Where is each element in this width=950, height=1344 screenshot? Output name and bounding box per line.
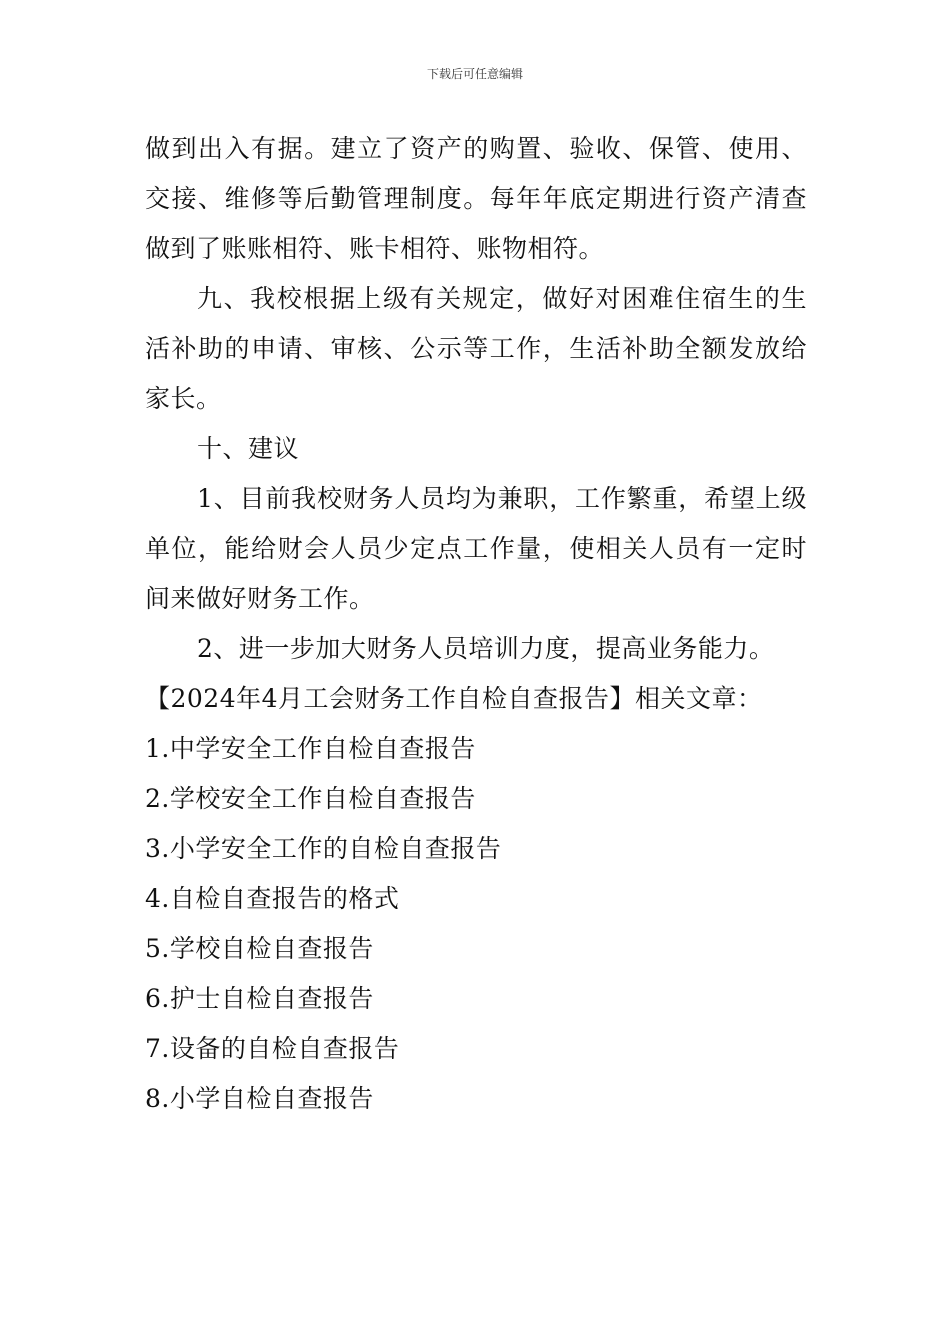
related-articles-heading: 【2024年4月工会财务工作自检自查报告】相关文章： xyxy=(145,684,763,713)
page-header: 下载后可任意编辑 xyxy=(426,67,523,81)
related-article-link[interactable]: 2.学校安全工作自检自查报告 xyxy=(145,784,476,813)
paragraph-suggestion-1: 1、目前我校财务人员均为兼职，工作繁重，希望上级单位，能给财会人员少定点工作量，使相关人员有一定时间来做好财务工作。 xyxy=(145,484,807,613)
related-article-link[interactable]: 1.中学安全工作自检自查报告 xyxy=(145,734,476,763)
related-article-link[interactable]: 8.小学自检自查报告 xyxy=(145,1084,374,1113)
related-article-link[interactable]: 4.自检自查报告的格式 xyxy=(145,884,400,913)
paragraph-assets: 做到出入有据。建立了资产的购置、验收、保管、使用、交接、维修等后勤管理制度。每年年底定期进行资产清查做到了账账相符、账卡相符、账物相符。 xyxy=(145,134,807,263)
section-heading-suggestions: 十、建议 xyxy=(197,434,300,463)
related-article-link[interactable]: 7.设备的自检自查报告 xyxy=(145,1034,400,1063)
document-body xyxy=(145,124,807,1124)
paragraph-subsidy: 九、我校根据上级有关规定，做好对困难住宿生的生活补助的申请、审核、公示等工作，生活补助全额发放给家长。 xyxy=(145,284,807,413)
related-article-link[interactable]: 6.护士自检自查报告 xyxy=(145,984,374,1013)
related-article-link[interactable]: 3.小学安全工作的自检自查报告 xyxy=(145,834,502,863)
related-article-link[interactable]: 5.学校自检自查报告 xyxy=(145,934,374,963)
paragraph-suggestion-2: 2、进一步加大财务人员培训力度，提高业务能力。 xyxy=(197,634,775,663)
